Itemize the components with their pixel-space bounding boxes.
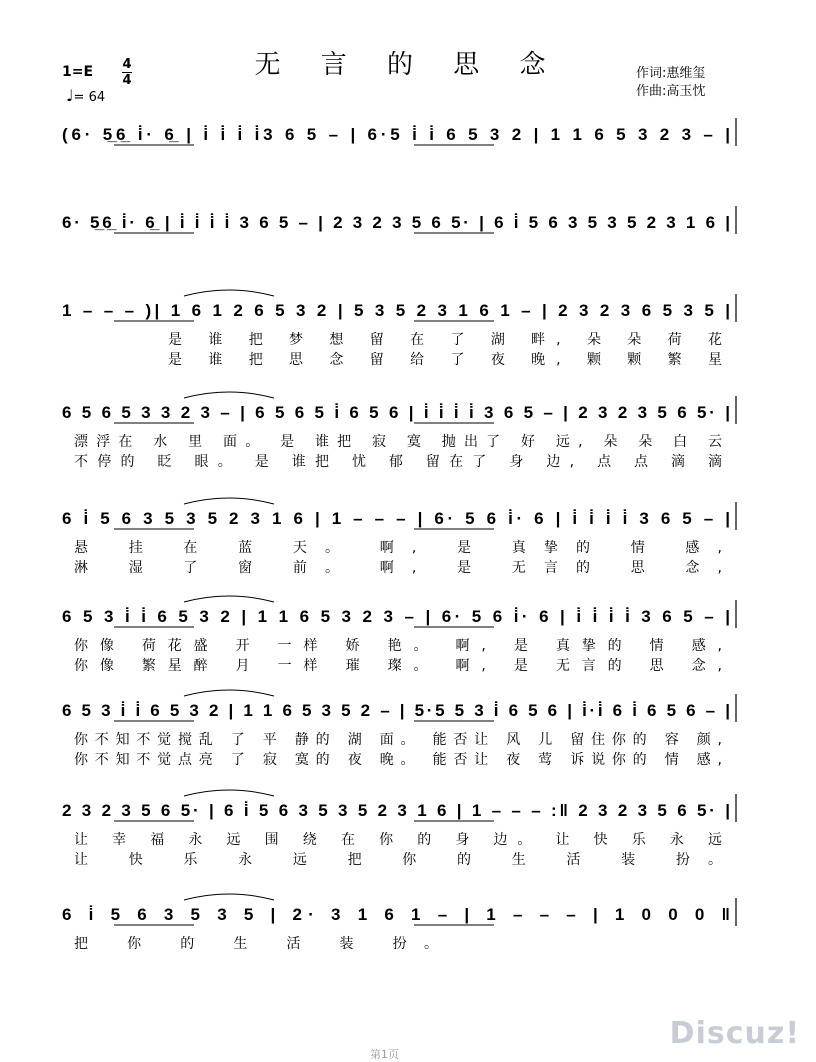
lyric-line-2: 淋 湿 了 窗 前。 啊, 是 无言的 思 念, — [74, 560, 722, 576]
lyric-line-1: 让 幸 福 永 远 围 绕 在 你 的 身 边。 让 快 乐 永 远 — [74, 832, 723, 848]
time-signature-bottom: 4 — [122, 73, 132, 88]
notation-line: 6· 5̲6̲ i̇· 6̲ | i̇ i̇ i̇ i̇ 3 6 5 – | 2 3 2 3 5 6 5· | 6 i̇ 5 6 3 5 3 5 2 3 1 6 | — [62, 213, 731, 232]
score-row-7 — [62, 690, 736, 768]
forum-watermark: Discuz! — [669, 1016, 800, 1051]
slur-arc — [184, 690, 274, 696]
composer-credit: 作曲:高玉忱 — [636, 84, 706, 99]
page-number: 第1页 — [370, 1048, 399, 1061]
slur-arc — [184, 596, 274, 602]
score-row-8 — [62, 790, 736, 868]
song-title: 无 言 的 思 念 — [254, 50, 562, 80]
lyric-line-1: 悬 挂 在 蓝 天。 啊, 是 真挚的 情 感, — [74, 540, 722, 556]
lyric-line-1: 漂浮在 水 里 面。 是 谁把 寂 寞 抛出了 好 远, 朵 朵 白 云 — [74, 434, 723, 450]
score-row-3 — [62, 290, 736, 368]
lyric-line-2: 是 谁 把 思 念 留 给 了 夜 晚, 颗 颗 繁 星 — [168, 352, 722, 368]
score-row-6 — [62, 596, 736, 674]
notation-line: 1 – – – )| 1 6 1 2 6 5 3 2 | 5 3 5 2 3 1 6 1 – | 2 3 2 3 6 5 3 5 | — [62, 301, 731, 320]
notation-line: 6 i̇ 5 6 3 5 3 5 2 3 1 6 | 1 – – – | 6· 5 6 i̇· 6 | i̇ i̇ i̇ i̇ 3 6 5 – | — [62, 509, 731, 528]
notation-line: 6 5 6 5 3 3 2 3 – | 6 5 6 5 i̇ 6 5 6 | i̇ i̇ i̇ i̇ 3 6 5 – | 2 3 2 3 5 6 5· | — [62, 403, 731, 422]
time-signature-top: 4 — [122, 57, 132, 72]
notation-line: 2 3 2 3 5 6 5· | 6 i̇ 5 6 3 5 3 5 2 3 1 6 | 1 – – – :‖ 2 3 2 3 5 6 5· | — [62, 801, 730, 820]
lyric-line-1: 把 你 的 生 活 装 扮。 — [74, 936, 439, 952]
notation-line: 6 5 3 i̇ i̇ 6 5 3 2 | 1 1 6 5 3 2 3 – | 6· 5 6 i̇· 6 | i̇ i̇ i̇ i̇ 3 6 5 – | — [62, 607, 731, 626]
tempo-value: = 64 — [73, 90, 106, 105]
notation-line: 6 i̇ 5 6 3 5 3 5 | 2· 3 1 6 1 – | 1 – – – | 1 0 0 0 ‖ — [62, 905, 730, 924]
lyric-line-1: 你不知不觉搅乱 了 平 静的 湖 面。 能否让 风 儿 留住你的 容 颜, — [74, 732, 722, 748]
score-row-5 — [62, 498, 736, 576]
score-row-2 — [62, 206, 736, 234]
notation-line: (6· 5̲6̲ i̇· 6̲ | i̇ i̇ i̇ i̇3 6 5 – | 6·5 i̇ i̇ 6 5 3 2 | 1 1 6 5 3 2 3 – | — [62, 125, 731, 144]
score-row-4 — [62, 392, 736, 470]
key-signature: 1=E — [62, 64, 94, 80]
slur-arc — [184, 498, 274, 504]
score-row-1 — [62, 118, 736, 146]
lyric-line-2: 让 快 乐 永 远 把 你 的 生 活 装 扮。 — [74, 852, 722, 868]
lyricist-credit: 作词:惠维玺 — [636, 66, 706, 81]
score-row-9 — [62, 894, 736, 952]
slur-arc — [184, 790, 274, 796]
slur-arc — [184, 290, 274, 296]
lyric-line-2: 不停的 眨 眼。 是 谁把 忧 郁 留在了 身 边, 点 点 滴 滴 — [74, 454, 722, 470]
slur-arc — [184, 392, 274, 398]
lyric-line-1: 你像 荷花盛 开 一样 娇 艳。 啊, 是 真挚的 情 感, — [74, 638, 722, 654]
notation-line: 6 5 3 i̇ i̇ 6 5 3 2 | 1 1 6 5 3 5 2 – | 5·5 5 3 i̇ 6 5 6 | i̇·i̇ 6 i̇ 6 5 6 – | — [62, 701, 731, 720]
lyric-line-2: 你像 繁星醉 月 一样 璀 璨。 啊, 是 无言的 思 念, — [74, 658, 722, 674]
lyric-line-1: 是 谁 把 梦 想 留 在 了 湖 畔, 朵 朵 荷 花 — [168, 332, 722, 348]
quarter-note-icon: ♩ — [66, 86, 74, 105]
lyric-line-2: 你不知不觉点亮 了 寂 寞的 夜 晚。 能否让 夜 莺 诉说你的 情 感, — [74, 752, 722, 768]
slur-arc — [184, 894, 274, 900]
